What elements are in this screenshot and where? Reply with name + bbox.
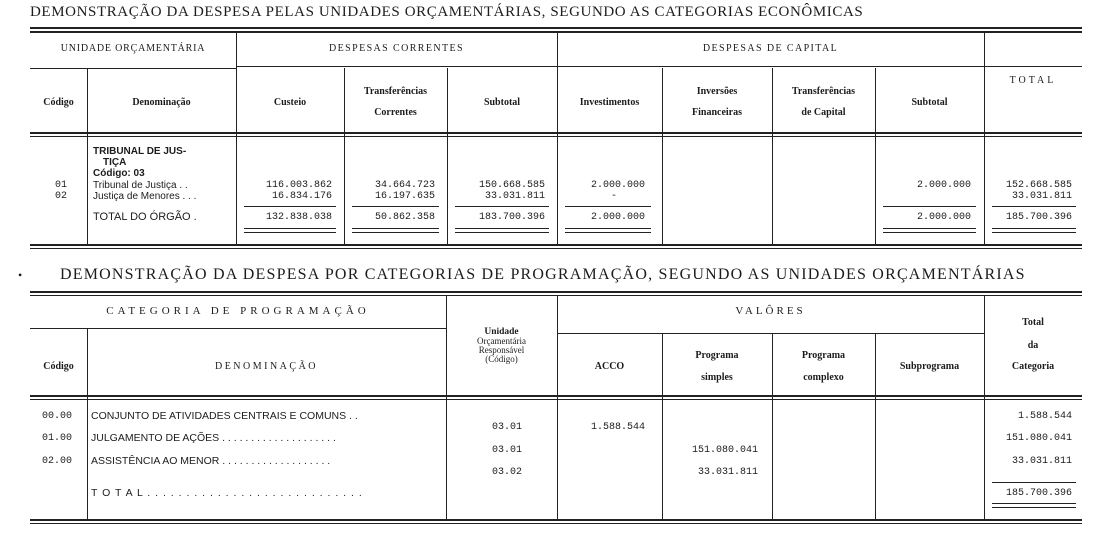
total-header: TOTAL — [1009, 75, 1057, 86]
table-row-transf-correntes: 16.197.635 — [374, 191, 435, 202]
table-row-acco: 1.588.544 — [590, 422, 645, 433]
total-categoria-label: T O T A L . . . . . . . . . . . . . . . . . . . . . . . . . . . . — [91, 487, 363, 499]
table-row-unidade: 03.02 — [491, 467, 522, 478]
table-row-codigo: 02.00 — [41, 456, 72, 467]
despesas-correntes-header: DESPESAS CORRENTES — [329, 43, 464, 54]
total-transf-correntes: 50.862.358 — [374, 212, 435, 223]
subtotal-correntes-header: Subtotal — [483, 97, 521, 108]
unidade-orcamentaria-header: UNIDADE ORÇAMENTÁRIA — [60, 43, 206, 54]
unidade-header-4: (Código) — [485, 354, 518, 364]
table-row-codigo: 02 — [54, 191, 67, 202]
transf-correntes-header-2: Correntes — [374, 107, 417, 118]
total-investimentos: 2.000.000 — [590, 212, 645, 223]
prog-complexo-header-1: Programa — [801, 350, 846, 361]
despesas-capital-header: DESPESAS DE CAPITAL — [702, 43, 839, 54]
prog-complexo-header-2: complexo — [803, 372, 844, 383]
categoria-programacao-header: CATEGORIA DE PROGRAMAÇÃO — [106, 305, 370, 317]
unidade-header-3: Responsável — [478, 345, 525, 355]
total-subtotal-correntes: 183.700.396 — [478, 212, 545, 223]
custeio-header: Custeio — [273, 97, 307, 108]
denominacao-header: Denominação — [132, 97, 191, 108]
orgao-code: Código: 03 — [93, 168, 145, 179]
table-row-investimentos: - — [610, 191, 617, 202]
subprograma-header: Subprograma — [899, 361, 960, 372]
table-row-unidade: 03.01 — [491, 422, 522, 433]
table2-title: DEMONSTRAÇÃO DA DESPESA POR CATEGORIAS DE PROGRAMAÇÃO, SEGUNDO AS UNIDADES ORÇAMENTÁRIAS — [60, 266, 1026, 283]
table-row-subtotal-correntes: 150.668.585 — [478, 180, 545, 191]
total-subtotal-capital: 2.000.000 — [916, 212, 971, 223]
transf-capital-header-2: de Capital — [801, 107, 846, 118]
inversoes-header-2: Financeiras — [692, 107, 742, 118]
table-row-codigo: 01.00 — [41, 433, 72, 444]
total-custeio: 132.838.038 — [265, 212, 332, 223]
table-row-custeio: 16.834.176 — [271, 191, 332, 202]
total-categoria-header-3: Categoria — [1011, 361, 1055, 372]
total-categoria-header-2: da — [1027, 340, 1039, 351]
table-row-subtotal-correntes: 33.031.811 — [484, 191, 545, 202]
table-row-denominacao: CONJUNTO DE ATIVIDADES CENTRAIS E COMUNS . . — [91, 410, 358, 422]
total-categoria-valor: 185.700.396 — [1005, 488, 1072, 499]
table-row-denominacao: JULGAMENTO DE AÇÕES . . . . . . . . . . . . . . . . . . . . — [91, 432, 336, 444]
orgao-name-1: TRIBUNAL DE JUS- — [93, 146, 187, 157]
subtotal-capital-header: Subtotal — [911, 97, 948, 108]
codigo-header-2: Código — [43, 361, 74, 372]
table-row-total: 152.668.585 — [1005, 180, 1072, 191]
table-row-prog-simples: 33.031.811 — [697, 467, 758, 478]
table-row-prog-simples: 151.080.041 — [691, 445, 758, 456]
prog-simples-header-1: Programa — [695, 350, 739, 361]
total-categoria-header-1: Total — [1022, 317, 1044, 328]
table-row-denominacao: Tribunal de Justiça . . — [93, 180, 188, 191]
total-geral: 185.700.396 — [1005, 212, 1072, 223]
table-row-total: 33.031.811 — [1011, 191, 1072, 202]
inversoes-header-1: Inversões — [696, 86, 738, 97]
table-row-denominacao: Justiça de Menores . . . — [93, 191, 197, 202]
table-row-investimentos: 2.000.000 — [590, 180, 645, 191]
acco-header: ACCO — [594, 361, 625, 372]
table1-title: DEMONSTRAÇÃO DA DESPESA PELAS UNIDADES ORÇAMENTÁRIAS, SEGUNDO AS CATEGORIAS ECONÔMICAS — [30, 4, 864, 20]
table-row-total: 33.031.811 — [1011, 456, 1072, 467]
table-row-total: 151.080.041 — [1005, 433, 1072, 444]
investimentos-header: Investimentos — [579, 97, 640, 108]
table-row-total: 1.588.544 — [1017, 411, 1072, 422]
valores-header: VALÔRES — [735, 305, 806, 317]
orgao-name-2: TIÇA — [103, 157, 127, 168]
codigo-header: Código — [43, 97, 74, 108]
unidade-header-2: Orçamentária — [477, 336, 526, 346]
unidade-header-1: Unidade — [484, 327, 519, 337]
table-row-codigo: 00.00 — [41, 411, 72, 422]
denominacao-header-2: DENOMINAÇÃO — [214, 361, 319, 372]
table-row-custeio: 116.003.862 — [265, 180, 332, 191]
table-row-transf-correntes: 34.664.723 — [374, 180, 435, 191]
total-orgao-label: TOTAL DO ÓRGÃO . — [93, 211, 197, 223]
prog-simples-header-2: simples — [701, 372, 733, 383]
table-row-denominacao: ASSISTÊNCIA AO MENOR . . . . . . . . . . . . . . . . . . . — [91, 455, 331, 467]
table-row-unidade: 03.01 — [491, 445, 522, 456]
table-row-subtotal-capital: 2.000.000 — [916, 180, 971, 191]
table-row-codigo: 01 — [54, 180, 67, 191]
transf-capital-header-1: Transferências — [791, 86, 856, 97]
transf-correntes-header-1: Transferências — [363, 86, 428, 97]
